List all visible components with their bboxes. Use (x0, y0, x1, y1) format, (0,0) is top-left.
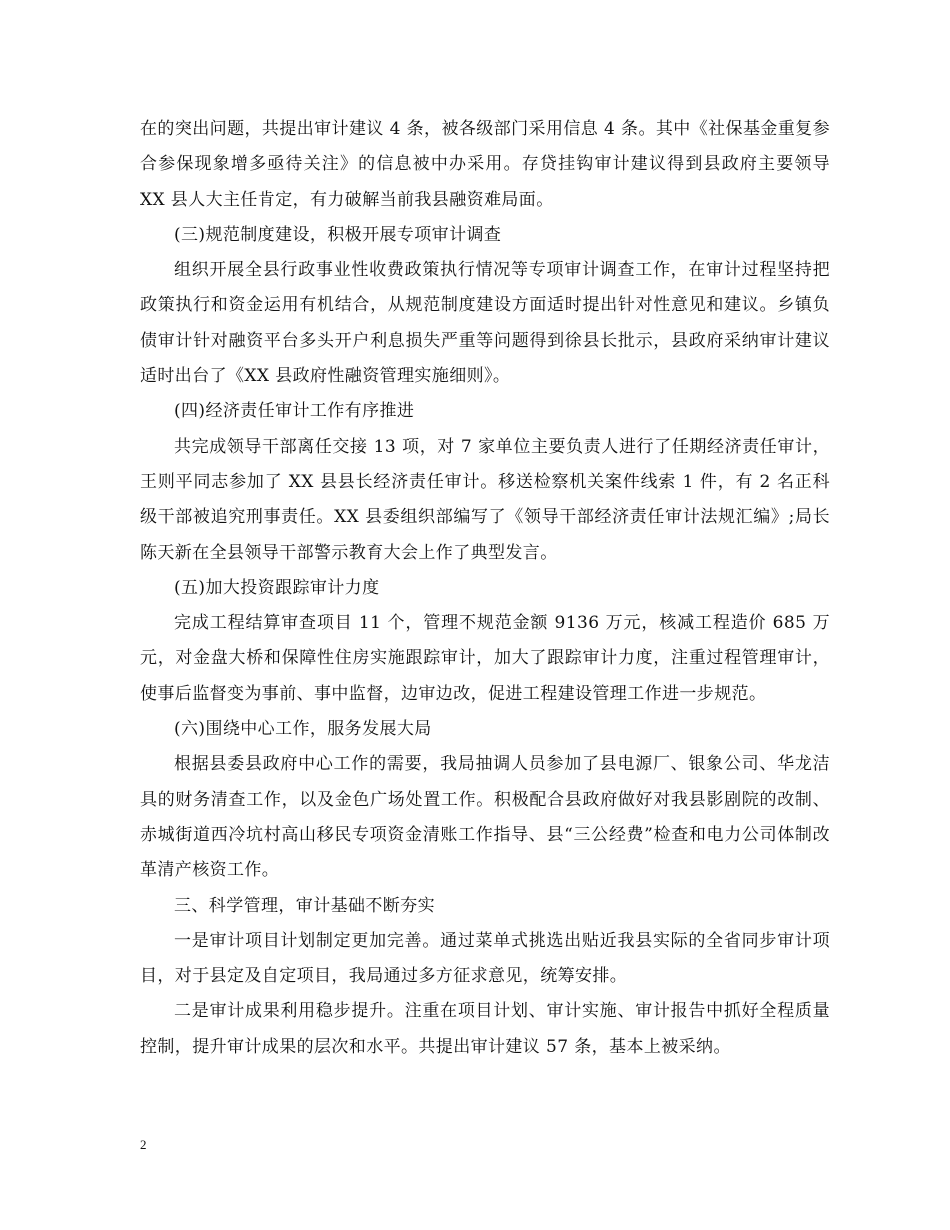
paragraph-3: 共完成领导干部离任交接 13 项，对 7 家单位主要负责人进行了任期经济责任审计，王则平同志参加了 XX 县县长经济责任审计。移送检察机关案件线索 1 件，有 2 名正科级干部被追究刑事责任。XX 县委组织部编写了《领导干部经济责任审计法规汇编》;局长陈天新在全县领导干部警示教育大会上作了典型发言。 (140, 436, 830, 563)
chapter-heading-3: 三、科学管理，审计基础不断夯实 (174, 895, 435, 916)
paragraph-1: 在的突出问题，共提出审计建议 4 条，被各级部门采用信息 4 条。其中《社保基金重复参合参保现象增多亟待关注》的信息被中办采用。存贷挂钩审计建议得到县政府主要领导 XX 县人大主任肯定，有力破解当前我县融资难局面。 (140, 119, 830, 210)
page-number: 2 (140, 1137, 147, 1152)
section-heading-6: (六)围绕中心工作，服务发展大局 (174, 719, 432, 740)
paragraph-5: 根据县委县政府中心工作的需要，我局抽调人员参加了县电源厂、银象公司、华龙洁具的财务清查工作，以及金色广场处置工作。积极配合县政府做好对我县影剧院的改制、赤城街道西冷坑村高山移民专项资金清账工作指导、县“三公经费”检查和电力公司体制改革清产核资工作。 (140, 754, 830, 881)
paragraph-7: 二是审计成果利用稳步提升。注重在项目计划、审计实施、审计报告中抓好全程质量控制，提升审计成果的层次和水平。共提出审计建议 57 条，基本上被采纳。 (140, 1001, 830, 1057)
document-body (140, 112, 830, 1065)
paragraph-6: 一是审计项目计划制定更加完善。通过菜单式挑选出贴近我县实际的全省同步审计项目，对于县定及自定项目，我局通过多方征求意见，统筹安排。 (140, 930, 830, 987)
paragraph-4: 完成工程结算审查项目 11 个，管理不规范金额 9136 万元，核减工程造价 685 万元，对金盘大桥和保障性住房实施跟踪审计，加大了跟踪审计力度，注重过程管理审计，使事后监督变为事前、事中监督，边审边改，促进工程建设管理工作进一步规范。 (140, 613, 830, 704)
section-heading-5: (五)加大投资跟踪审计力度 (174, 577, 380, 598)
paragraph-2: 组织开展全县行政事业性收费政策执行情况等专项审计调查工作，在审计过程坚持把政策执行和资金运用有机结合，从规范制度建设方面适时提出针对性意见和建议。乡镇负债审计针对融资平台多头开户利息损失严重等问题得到徐县长批示，县政府采纳审计建议适时出台了《XX 县政府性融资管理实施细则》。 (140, 260, 830, 387)
section-heading-3: (三)规范制度建设，积极开展专项审计调查 (174, 224, 502, 245)
section-heading-4: (四)经济责任审计工作有序推进 (174, 401, 415, 422)
